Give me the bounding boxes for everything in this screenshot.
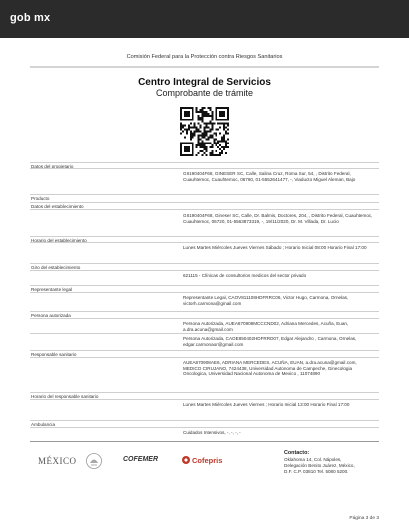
gobmx-logo[interactable]: gob mx [10, 12, 51, 24]
value-responsible-hours: Lunes Martes Miércoles Jueves Viernes ; Horario Inicial 13:00 Horario Final 17:00 [183, 402, 350, 407]
row-divider [30, 311, 379, 312]
value-authorized-person-1: Persona Autorizada, AUEA870908MCCCND02, Adriana Mercedes, Acuña, Euan, a.dra.acuna@gmail.com [183, 321, 349, 332]
document-subtitle: Comprobante de trámite [155, 88, 254, 98]
value-owner-data: GII190404F68, GINESER SC, Calle, Salina Cruz, Roma Sur, 54, , Distrito Federal, Cuauhtemoc, Cuauhtemoc, 06760, 01-5552641477, -, Viaducto Miguel Aleman, Bajo [183, 171, 356, 182]
label-business-line: Giro del establecimiento [31, 265, 81, 270]
page-number: Página 3 de 3 [349, 516, 379, 521]
row-divider [30, 263, 379, 264]
row-divider [30, 350, 379, 351]
row-divider [30, 168, 379, 169]
row-divider [30, 292, 379, 293]
contact-address-line-2: Delegación Benito Juárez, México, [284, 463, 355, 468]
value-sanitary-responsible: AUEA870908AE6, ADRIANA MERCEDES, ACUÑA, EUAN, a.dra.acuna@gmail.com, MEDICO CIRUJANO, 7424438, Universidad Autonoma de Campeche, Ginecologia Oncologica, Universidad Nacional Autonoma de Mexico , 11074890 [183, 360, 357, 377]
contact-address-line-3: D.F. C.P. 03810 Tel. 5080 5200. [284, 469, 349, 474]
cofemer-logo: COFEMER [123, 456, 158, 463]
document-title: Centro Integral de Servicios [138, 77, 271, 88]
label-authorized-person: Persona autorizada [31, 313, 71, 318]
coat-of-arms-icon [83, 452, 105, 470]
label-product: Producto [31, 196, 50, 201]
label-owner-data: Datos del propietario [31, 164, 74, 169]
row-divider [30, 202, 379, 203]
label-legal-representative: Representante legal [31, 287, 73, 292]
contact-address-line-1: Oklahoma 14, Col. Nápoles, [284, 457, 342, 462]
value-authorized-person-2: Persona Autorizada, CAOE850402HDFRRD07, Edgar Alejandro , Carmona, Ornelas, edgar.carmonaor@gmail.com [183, 336, 357, 347]
row-divider [30, 242, 379, 243]
label-responsible-hours: Horario del responsable sanitario [31, 394, 99, 399]
row-divider [30, 194, 379, 195]
value-legal-representative: Representante Legal, CAOV811108HDFRRC06, Victor Hugo, Carmona, Ornelas, victorh.carmona@gmail.com [183, 295, 349, 306]
contact-title: Contacto: [284, 450, 310, 456]
value-business-line: 621115 - Clínicas de consultorios medicos del sector privado [183, 273, 307, 278]
agency-name: Comisión Federal para la Protección contra Riesgos Sanitarios [126, 54, 283, 60]
row-divider [30, 420, 379, 421]
label-establishment-hours: Horario del establecimiento [31, 238, 87, 243]
row-divider [30, 236, 379, 237]
footer-divider [30, 441, 379, 442]
value-establishment-hours: Lunes Martes Miércoles Jueves Viernes Sábado ; Horario Inicial 08:00 Horario Final 17:00 [183, 245, 367, 250]
row-divider [30, 392, 379, 393]
cofepris-symbol-icon [181, 455, 191, 465]
gobmx-header-bar [0, 0, 409, 38]
row-divider [30, 285, 379, 286]
label-sanitary-responsible: Responsable sanitario [31, 352, 77, 357]
row-divider [30, 209, 379, 210]
row-divider [30, 318, 379, 319]
row-divider [30, 427, 379, 428]
qr-code [180, 107, 229, 156]
row-divider [30, 333, 379, 334]
row-divider [30, 399, 379, 400]
agency-divider [30, 66, 379, 68]
value-establishment-data: GII190404F68, Gineser SC, Calle, Dr. Balmis, Doctores, 204, , Distrito Federal, Cuauhtemoc, Cuauhtemoc, 06720, 01-5563873319, -, 19/11/2020, Dr. M. Villada, Dr. Lucio [183, 213, 373, 224]
label-establishment-data: Datos del establecimiento [31, 204, 84, 209]
cofepris-logo: Cofepris [192, 456, 223, 465]
row-divider [30, 162, 379, 163]
mexico-logo: MÉXICO [38, 456, 77, 466]
value-ambulance: Cuidados Intensivos, -, -, -, - [183, 430, 241, 435]
label-ambulance: Ambulancia [31, 422, 56, 427]
row-divider [30, 357, 379, 358]
row-divider [30, 270, 379, 271]
